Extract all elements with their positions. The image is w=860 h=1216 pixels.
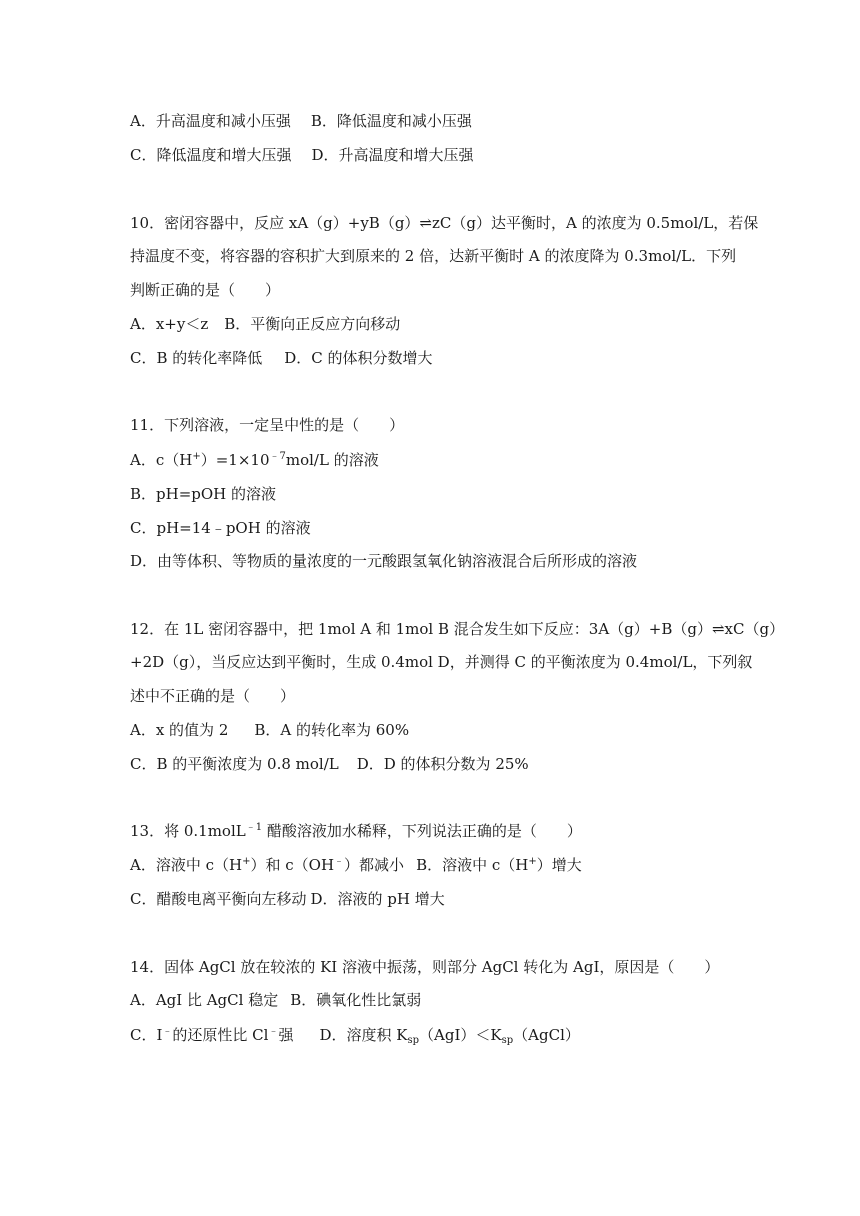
q12-stem-line-1: 12．在 1L 密闭容器中，把 1mol A 和 1mol B 混合发生如下反应：3A（g）+B（g）⇌xC（g） — [130, 620, 785, 638]
q10-option-d: D．C 的体积分数增大 — [284, 349, 433, 367]
q9-options-row-1 — [130, 110, 472, 132]
q14-options-row-2 — [130, 1024, 580, 1046]
q11-option-d: D．由等体积、等物质的量浓度的一元酸跟氢氧化钠溶液混合后所形成的溶液 — [130, 552, 638, 570]
q13-option-b — [416, 856, 582, 874]
q13-option-a-text: ）和 c（OH — [250, 856, 335, 874]
q13-option-b-text: B．溶液中 c（H — [416, 856, 529, 874]
q13-options-row-1 — [130, 854, 582, 876]
q10-option-a: A．x+y＜z — [130, 315, 209, 333]
q11-option-a-text: A．c（H — [130, 451, 193, 469]
q12-stem-line-3: 述中不正确的是（ ） — [130, 687, 296, 705]
q10-option-c: C．B 的转化率降低 — [130, 349, 263, 367]
superscript: + — [192, 451, 201, 462]
q14-option-d-text: （AgI）＜K — [419, 1026, 502, 1044]
q13-option-c: C．醋酸电离平衡向左移动 — [130, 890, 307, 908]
q11-option-c: C．pH=14﹣pOH 的溶液 — [130, 519, 311, 537]
q10-options-row-2 — [130, 347, 433, 369]
q14-option-d-text: D．溶度积 K — [319, 1026, 408, 1044]
q14-option-a: A．AgI 比 AgCl 稳定 — [130, 991, 279, 1009]
q10-stem-line-1: 10．密闭容器中，反应 xA（g）+yB（g）⇌zC（g）达平衡时，A 的浓度为 0.5mol/L，若保 — [130, 214, 759, 232]
q13-option-d: D．溶液的 pH 增大 — [310, 890, 445, 908]
q11-option-b: B．pH=pOH 的溶液 — [130, 485, 277, 503]
superscript: ﹣ — [334, 856, 345, 867]
q13-option-a — [130, 856, 404, 874]
q10-stem-line-2: 持温度不变，将容器的容积扩大到原来的 2 倍，达新平衡时 A 的浓度降为 0.3mol/L．下列 — [130, 247, 737, 265]
q14-option-d — [319, 1026, 579, 1044]
q13-options-row-2 — [130, 888, 445, 910]
subscript: sp — [501, 1035, 514, 1046]
q9-option-a: A．升高温度和减小压强 — [130, 112, 291, 130]
q13-option-a-text: ）都减小 — [344, 856, 405, 874]
superscript: ﹣7 — [269, 451, 286, 462]
q9-option-b: B．降低温度和减小压强 — [310, 112, 472, 130]
q14-stem: 14．固体 AgCl 放在较浓的 KI 溶液中振荡，则部分 AgCl 转化为 AgI，原因是（ ） — [130, 958, 720, 976]
q13-stem-text: 13．将 0.1molL — [130, 822, 246, 840]
q14-option-c — [130, 1026, 293, 1044]
q13-stem — [130, 820, 582, 842]
q11-option-a-text: mol/L 的溶液 — [285, 451, 379, 469]
q9-option-d: D．升高温度和增大压强 — [311, 146, 474, 164]
q12-option-d: D．D 的体积分数为 25% — [356, 755, 529, 773]
q10-option-b: B．平衡向正反应方向移动 — [224, 315, 401, 333]
superscript: ﹣ — [268, 1026, 279, 1037]
superscript: ﹣1 — [245, 822, 263, 833]
q13-stem-text: 醋酸溶液加水稀释，下列说法正确的是（ ） — [262, 822, 582, 840]
q9-options-row-2 — [130, 144, 474, 166]
superscript: + — [242, 856, 251, 867]
q10-options-row-1 — [130, 313, 400, 335]
q12-options-row-1 — [130, 719, 409, 741]
q14-option-b: B．碘氧化性比氯弱 — [290, 991, 422, 1009]
q12-option-a: A．x 的值为 2 — [130, 721, 229, 739]
subscript: sp — [407, 1035, 420, 1046]
q13-option-a-text: A．溶液中 c（H — [130, 856, 243, 874]
q14-option-c-text: 强 — [278, 1026, 294, 1044]
q12-options-row-2 — [130, 753, 529, 775]
superscript: ﹣ — [162, 1026, 173, 1037]
q11-stem: 11．下列溶液，一定呈中性的是（ ） — [130, 416, 405, 434]
q12-option-b: B．A 的转化率为 60% — [254, 721, 410, 739]
q14-options-row-1 — [130, 989, 421, 1011]
q12-stem-line-2: +2D（g），当反应达到平衡时，生成 0.4mol D，并测得 C 的平衡浓度为 0.4mol/L，下列叙 — [130, 653, 753, 671]
q10-stem-line-3: 判断正确的是（ ） — [130, 281, 281, 299]
q11-option-a — [130, 449, 379, 471]
q14-option-c-text: 的还原性比 Cl — [172, 1026, 269, 1044]
q14-option-d-text: （AgCl） — [513, 1026, 580, 1044]
q12-option-c: C．B 的平衡浓度为 0.8 mol/L — [130, 755, 339, 773]
superscript: + — [528, 856, 537, 867]
q13-option-b-text: ）增大 — [536, 856, 582, 874]
q11-option-a-text: ）=1×10 — [200, 451, 270, 469]
q14-option-c-text: C．I — [130, 1026, 163, 1044]
q9-option-c: C．降低温度和增大压强 — [130, 146, 292, 164]
